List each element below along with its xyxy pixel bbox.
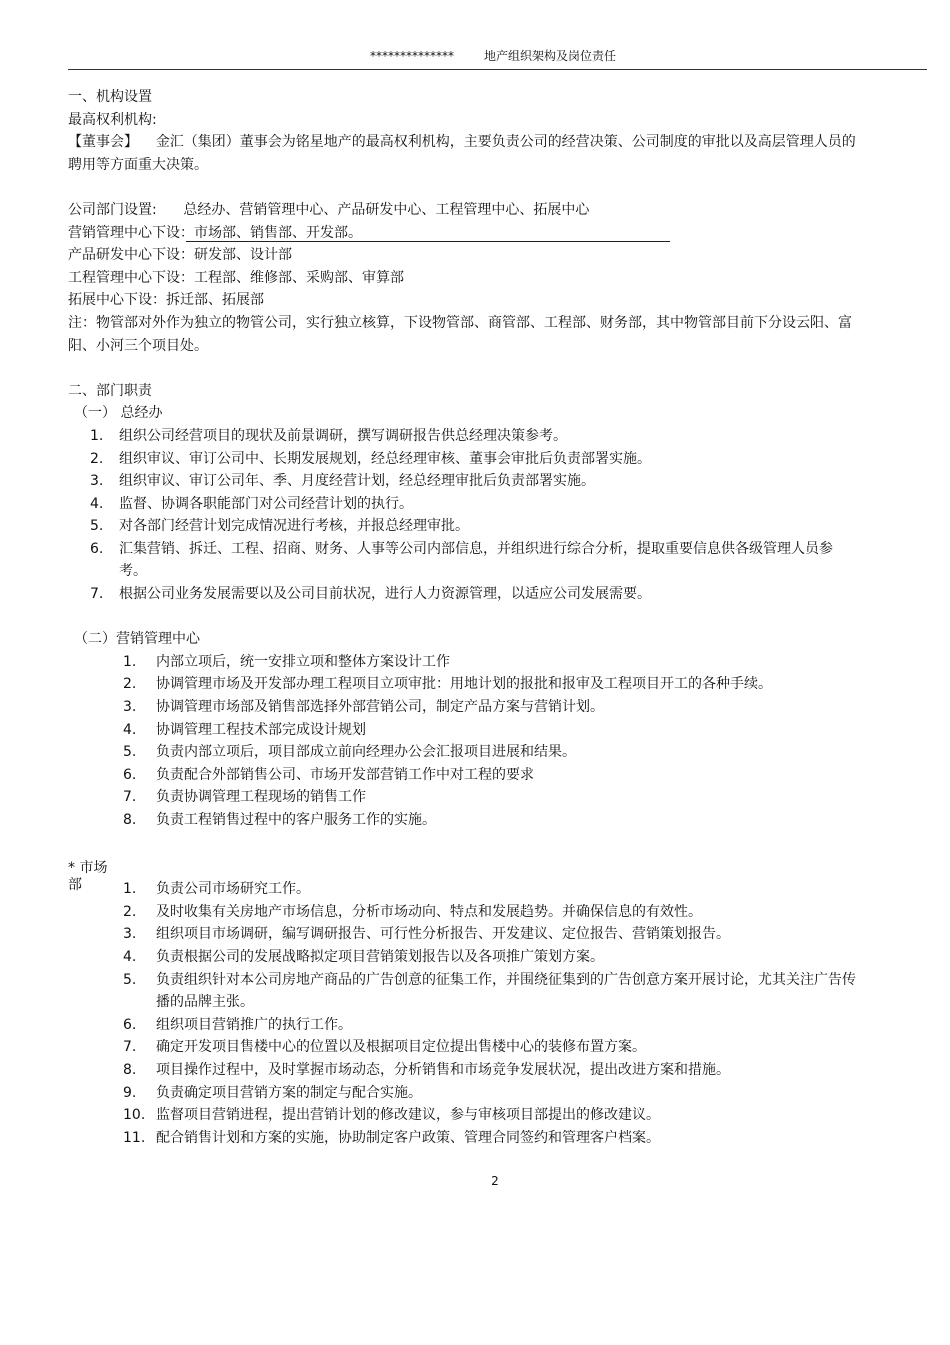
dept-setup [68,199,858,222]
list-item: 4. 监督、协调各职能部门对公司经营计划的执行。 [90,495,413,512]
rnd-subdepts: 产品研发中心下设：研发部、设计部 [68,247,292,264]
header-stars: ************** [370,49,454,63]
gm-office-duties [68,425,858,606]
dept-value: 总经办、营销管理中心、产品研发中心、工程管理中心、拓展中心 [183,201,590,218]
list-item: 11. 配合销售计划和方案的实施，协助制定客户政策、管理合同签约和管理客户档案。 [123,1129,660,1146]
list-item: 2. 及时收集有关房地产市场信息，分析市场动向、特点和发展趋势。并确保信息的有效性。 [123,903,702,920]
list-item: 9. 负责确定项目营销方案的制定与配合实施。 [123,1084,422,1101]
list-item: 7. 根据公司业务发展需要以及公司目前状况，进行人力资源管理，以适应公司发展需要。 [90,586,651,603]
list-item: 1. 负责公司市场研究工作。 [123,881,310,898]
expansion-subdepts: 拓展中心下设：拆迁部、拓展部 [68,292,264,309]
list-item: 5. 对各部门经营计划完成情况进行考核，并报总经理审批。 [90,518,469,535]
market-dept-duties [68,878,858,1149]
engineering-subdepts: 工程管理中心下设：工程部、维修部、采购部、审算部 [68,269,404,286]
list-item: 8. 负责工程销售过程中的客户服务工作的实施。 [123,812,436,828]
list-item: 6. 汇集营销、拆迁、工程、招商、财务、人事等公司内部信息，并组织进行综合分析，提取重要信息供各级管理人员参考。 [90,540,833,580]
list-item: 3. 协调管理市场部及销售部选择外部营销公司，制定产品方案与营销计划。 [123,699,604,716]
marketing-center-duties [68,651,858,832]
page-number: 2 [491,1174,499,1188]
list-item: 4. 协调管理工程技术部完成设计规划 [123,721,366,738]
property-note: 注：物管部对外作为独立的物管公司，实行独立核算，下设物管部、商管部、工程部、财务部，其中物管部目前下分设云阳、富阳、小河三个项目处。 [68,314,852,354]
list-item: 3. 组织项目市场调研，编写调研报告、可行性分析报告、开发建议、定位报告、营销策划报告。 [123,926,730,943]
document-body [68,86,858,1149]
board-text: 金汇（集团）董事会为铭星地产的最高权利机构，主要负责公司的经营决策、公司制度的审批以及高层管理人员的聘用等方面重大决策。 [68,134,856,173]
underline-rule [186,241,670,242]
marketing-center-title: （二）营销管理中心 [74,631,200,648]
list-item: 8. 项目操作过程中，及时掌握市场动态，分析销售和市场竞争发展状况，提出改进方案和措施。 [123,1061,730,1078]
header-rule [68,69,927,70]
list-item: 6. 组织项目营销推广的执行工作。 [123,1016,352,1033]
list-item: 1. 组织公司经营项目的现状及前景调研，撰写调研报告供总经理决策参考。 [90,427,567,444]
list-item: 2. 组织审议、审订公司中、长期发展规划，经总经理审核、董事会审批后负责部署实施。 [90,450,651,467]
page-header [370,47,616,64]
list-item: 1. 内部立项后，统一安排立项和整体方案设计工作 [123,653,450,670]
header-title: 地产组织架构及岗位责任 [484,49,617,63]
list-item: 2. 协调管理市场及开发部办理工程项目立项审批：用地计划的报批和报审及工程项目开工的各种手续。 [123,676,772,693]
list-item: 6. 负责配合外部销售公司、市场开发部营销工作中对工程的要求 [123,766,534,783]
section2-heading: 二、部门职责 [68,382,152,399]
marketing-subdepts: 营销管理中心下设：市场部、销售部、开发部。 [68,222,858,245]
board-paragraph [68,131,858,176]
list-item: 10. 监督项目营销进程，提出营销计划的修改建议，参与审核项目部提出的修改建议。 [123,1107,660,1124]
gm-office-title: （一） 总经办 [74,405,163,422]
list-item: 5. 负责组织针对本公司房地产商品的广告创意的征集工作，并围绕征集到的广告创意方案开展讨论，尤其关注广告传播的品牌主张。 [123,971,856,1011]
list-item: 7. 负责协调管理工程现场的销售工作 [123,789,366,806]
market-dept-label: * 市场部 [68,860,108,894]
list-item: 7. 确定开发项目售楼中心的位置以及根据项目定位提出售楼中心的装修布置方案。 [123,1039,646,1056]
dept-label: 公司部门设置: [68,201,157,218]
authority-label: 最高权利机构: [68,111,157,128]
section1-heading: 一、机构设置 [68,89,152,105]
list-item: 4. 负责根据公司的发展战略拟定项目营销策划报告以及各项推广策划方案。 [123,948,604,965]
list-item: 3. 组织审议、审订公司年、季、月度经营计划，经总经理审批后负责部署实施。 [90,473,595,490]
board-tag: 【董事会】 [68,134,138,151]
market-dept-block [68,860,858,1149]
list-item: 5. 负责内部立项后，项目部成立前向经理办公会汇报项目进展和结果。 [123,744,576,761]
